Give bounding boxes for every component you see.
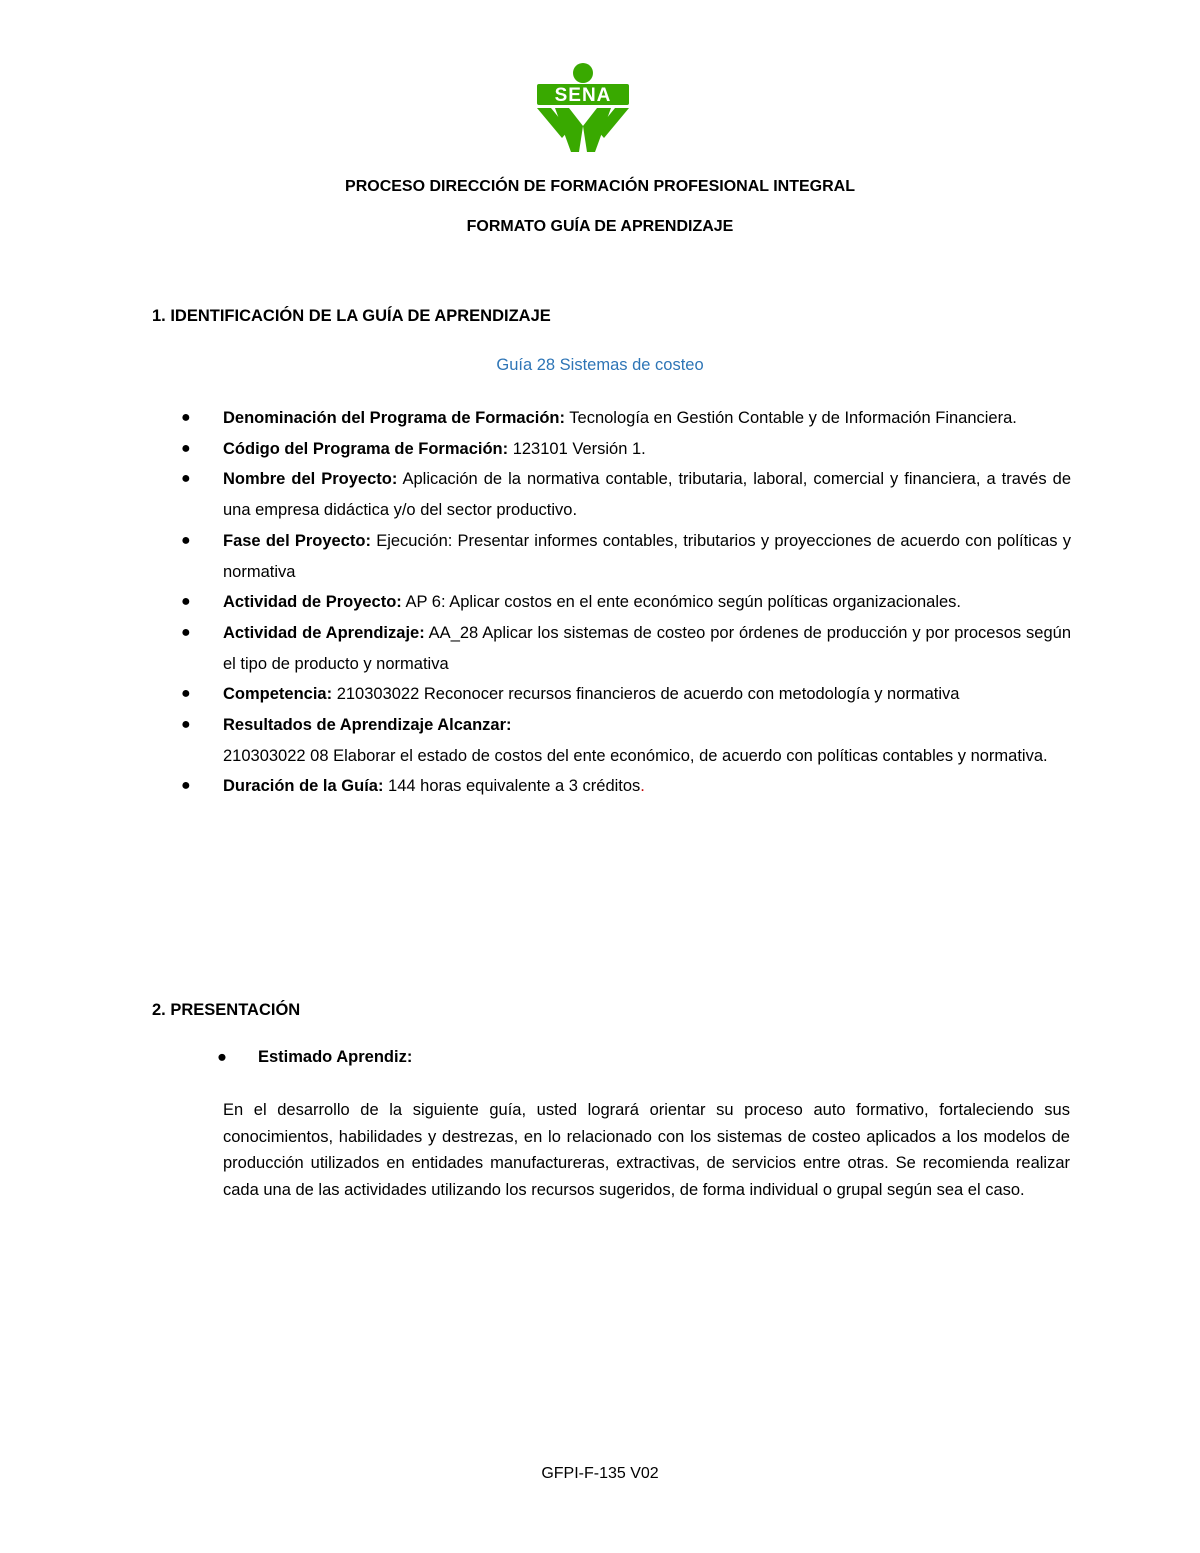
item-label: Código del Programa de Formación: xyxy=(223,439,509,458)
footer-code: GFPI-F-135 V02 xyxy=(541,1465,659,1482)
item-label: Actividad de Aprendizaje: xyxy=(223,623,425,642)
item-value: Ejecución: Presentar informes contables, tributarios y proyecciones de acuerdo con políticas y normativa xyxy=(223,531,1071,581)
list-item-project-activity xyxy=(181,587,1071,618)
greeting xyxy=(217,1048,413,1067)
bullet-icon: ● xyxy=(181,623,191,641)
item-value: 210303022 08 Elaborar el estado de costos del ente económico, de acuerdo con políticas contables y normativa. xyxy=(223,746,1048,765)
list-item-competence xyxy=(181,679,1071,710)
sena-logo-icon xyxy=(533,60,633,155)
list-item-program-code xyxy=(181,434,1071,465)
list-item-project-phase xyxy=(181,526,1071,587)
logo-text: SENA xyxy=(554,85,612,106)
bullet-icon: ● xyxy=(181,470,191,488)
identification-list xyxy=(181,403,1071,802)
item-value: 210303022 Reconocer recursos financieros de acuerdo con metodología y normativa xyxy=(332,685,960,704)
bullet-icon: ● xyxy=(181,593,191,611)
item-label: Nombre del Proyecto: xyxy=(223,470,398,489)
presentation-paragraph: En el desarrollo de la siguiente guía, usted logrará orientar su proceso auto formativo, fortaleciendo sus conocimientos, habilidades y destrezas, en lo relacionado con los sistemas de costeo aplicados a los modelos de producción utilizados en entidades manufactureras, extractivas, de servicios entre otras. Se recomienda realizar cada una de las actividades utilizando los recursos sugeridos, de forma individual o grupal según sea el caso. xyxy=(223,1101,1070,1199)
item-value: Aplicación de la normativa contable, tributaria, laboral, comercial y financiera, a través de una empresa didáctica y/o del sector productivo. xyxy=(223,470,1071,520)
item-value: 144 horas equivalente a 3 créditos xyxy=(383,777,641,796)
logo-head xyxy=(573,63,593,83)
item-label: Duración de la Guía: xyxy=(223,777,384,796)
process-title: PROCESO DIRECCIÓN DE FORMACIÓN PROFESIONAL INTEGRAL xyxy=(345,178,855,195)
bullet-icon: ● xyxy=(181,409,191,426)
bullet-icon: ● xyxy=(181,685,191,703)
item-label: Actividad de Proyecto: xyxy=(223,593,402,612)
greeting-label: Estimado Aprendiz: xyxy=(258,1048,413,1066)
bullet-icon: ● xyxy=(181,439,191,457)
section-2-title: 2. PRESENTACIÓN xyxy=(152,1001,301,1019)
item-label: Resultados de Aprendizaje Alcanzar: xyxy=(223,716,512,735)
item-value: 123101 Versión 1. xyxy=(508,439,646,458)
list-item-learning-activity xyxy=(181,618,1071,679)
bullet-icon: ● xyxy=(181,777,191,795)
item-label: Competencia: xyxy=(223,685,333,704)
list-item-program-name xyxy=(181,403,1071,434)
item-trailing-mark: . xyxy=(640,777,645,796)
list-item-duration xyxy=(181,771,1071,802)
section-1-title: 1. IDENTIFICACIÓN DE LA GUÍA DE APRENDIZAJE xyxy=(152,307,551,325)
item-value: Tecnología en Gestión Contable y de Información Financiera. xyxy=(564,409,1017,427)
guide-title: Guía 28 Sistemas de costeo xyxy=(496,356,704,374)
bullet-icon: ● xyxy=(181,531,191,549)
item-label: Fase del Proyecto: xyxy=(223,531,371,550)
list-item-learning-results xyxy=(181,710,1071,771)
bullet-icon: ● xyxy=(181,716,191,734)
list-item-project-name xyxy=(181,464,1071,525)
item-value: AP 6: Aplicar costos en el ente económico según políticas organizacionales. xyxy=(401,593,962,612)
bullet-icon: ● xyxy=(217,1048,227,1066)
format-title: FORMATO GUÍA DE APRENDIZAJE xyxy=(466,218,734,235)
item-label: Denominación del Programa de Formación: xyxy=(223,409,565,427)
item-value: AA_28 Aplicar los sistemas de costeo por órdenes de producción y por procesos según el tipo de producto y normativa xyxy=(223,623,1071,673)
